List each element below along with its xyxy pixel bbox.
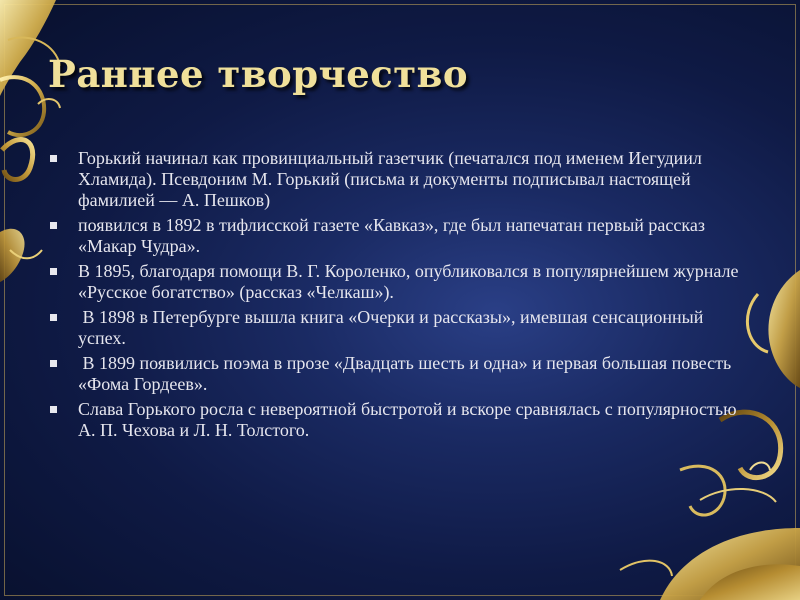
list-item-text: появился в 1892 в тифлисской газете «Кавказ», где был напечатан первый рассказ «Макар Чудра». [78, 215, 705, 256]
bullet-square-icon [50, 314, 57, 321]
list-item [50, 215, 750, 257]
list-item-text: В 1899 появились поэма в прозе «Двадцать шесть и одна» и первая большая повесть «Фома Гордеев». [78, 353, 736, 394]
list-item [50, 399, 750, 441]
bullet-square-icon [50, 222, 57, 229]
list-item [50, 148, 750, 211]
list-item-text: В 1895, благодаря помощи В. Г. Короленко, опубликовался в популярнейшем журнале «Русское богатство» (рассказ «Челкаш»). [78, 261, 739, 302]
bullet-square-icon [50, 406, 57, 413]
list-item [50, 261, 750, 303]
bullet-square-icon [50, 155, 57, 162]
bullet-square-icon [50, 360, 57, 367]
slide-title: Раннее творчество [48, 52, 469, 96]
list-item-text: В 1898 в Петербурге вышла книга «Очерки и рассказы», имевшая сенсационный успех. [78, 307, 708, 348]
list-item-text: Горький начинал как провинциальный газетчик (печатался под именем Иегудиил Хламида). Псевдоним М. Горький (письма и документы подписывал настоящей фамилией — А. Пешков) [78, 148, 702, 210]
bullet-list [50, 148, 750, 445]
list-item [50, 307, 750, 349]
bullet-square-icon [50, 268, 57, 275]
list-item-text: Слава Горького росла с невероятной быстротой и вскоре сравнялась с популярностью А. П. Чехова и Л. Н. Толстого. [78, 399, 737, 440]
list-item [50, 353, 750, 395]
